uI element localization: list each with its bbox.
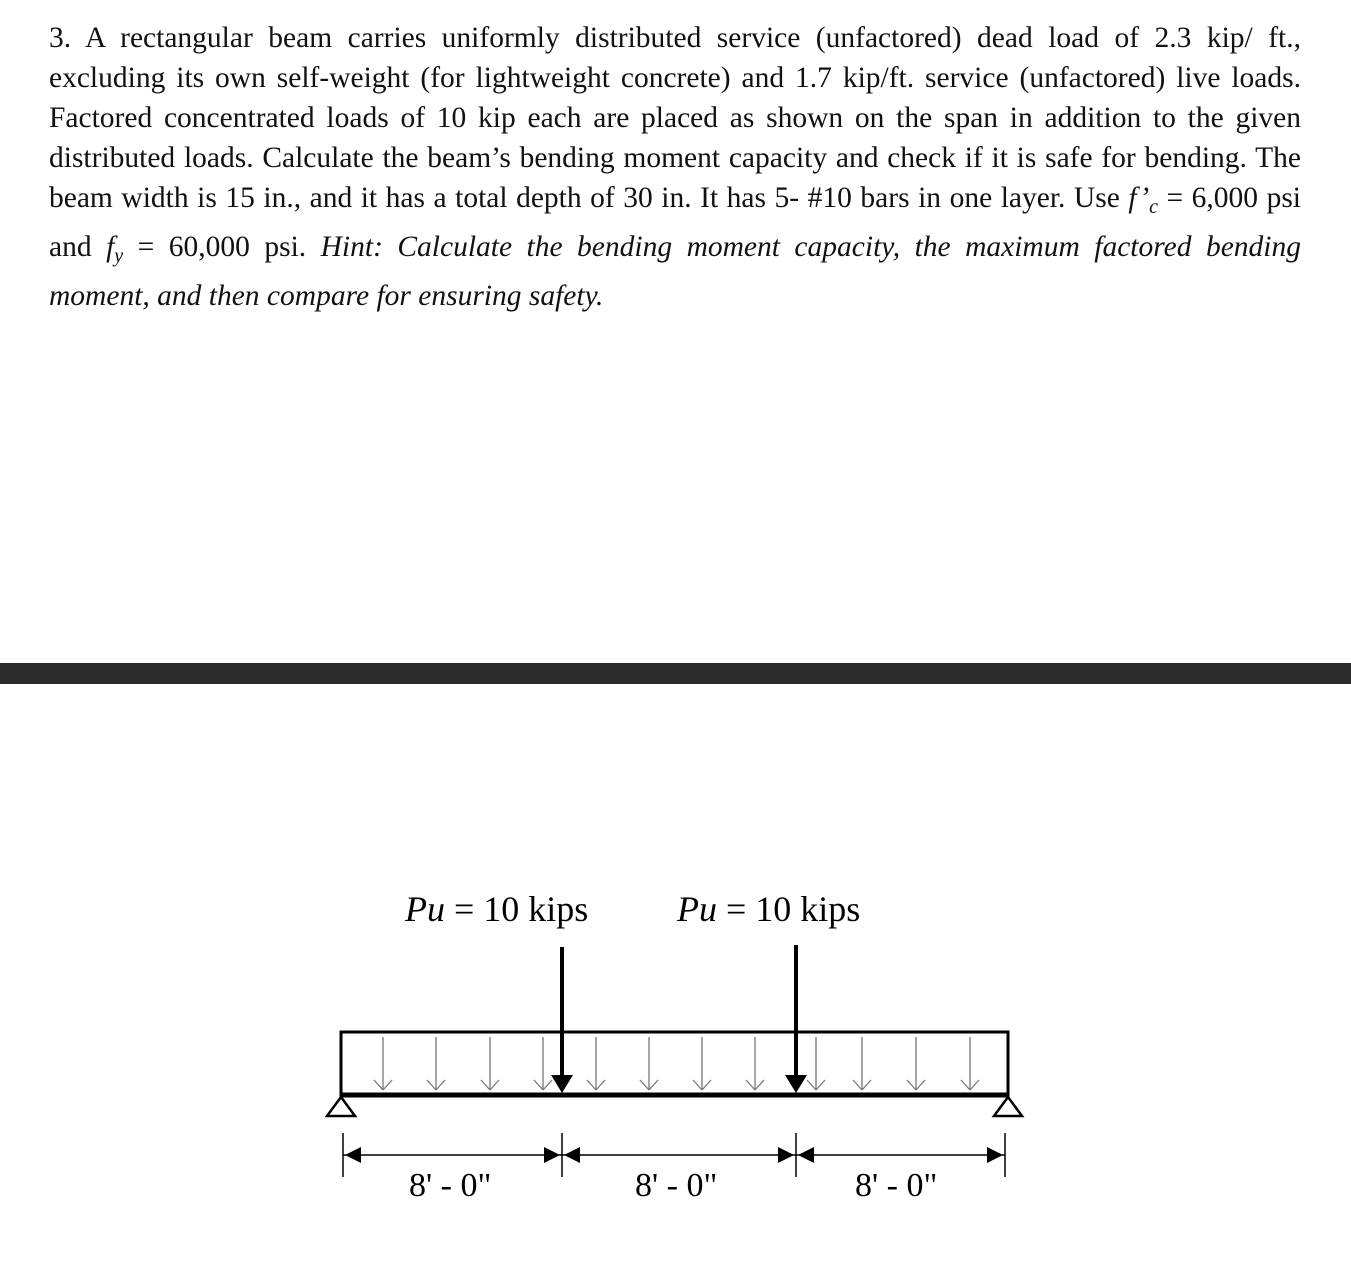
fy-subscript: y bbox=[114, 245, 124, 267]
point-load-arrow-2 bbox=[785, 945, 807, 1093]
problem-statement bbox=[49, 18, 1301, 316]
point-load-arrow-1 bbox=[551, 947, 573, 1093]
load-label-2: Pu = 10 kips bbox=[677, 889, 861, 929]
distributed-load-box bbox=[341, 1032, 1008, 1095]
problem-text bbox=[49, 18, 1301, 316]
left-pin-support bbox=[327, 1097, 355, 1116]
fc-subscript: c bbox=[1149, 196, 1158, 218]
hint-text: Hint: Calculate the bending moment capacity, the maximum factored bending moment, and then compare for ensuring safety. bbox=[49, 231, 1301, 312]
distributed-load-arrows bbox=[374, 1037, 979, 1090]
fc-symbol: f’ bbox=[1128, 182, 1150, 214]
span-label-3: 8' - 0" bbox=[855, 1167, 938, 1204]
fy-value: = 60,000 psi. bbox=[123, 231, 321, 263]
fc-value: = 6,000 psi and bbox=[49, 182, 1301, 263]
problem-intro: 3. A rectangular beam carries uniformly distributed service (unfactored) dead load of 2.3 kip/ ft., excluding its own self-weight (for lightweight concrete) and 1.7 kip/ft. service (unfactored) live loads. Factored concentrated loads of 10 kip each are placed as shown on the span in addition to the given distributed loads. Calculate the beam’s bending moment capacity and check if it is safe for bending. The beam width is 15 in., and it has a total depth of 30 in. It has 5- #10 bars in one layer. Use bbox=[49, 22, 1301, 214]
load-label-1: Pu = 10 kips bbox=[405, 889, 589, 929]
span-label-1: 8' - 0" bbox=[409, 1167, 492, 1204]
beam-diagram bbox=[0, 840, 1351, 1220]
dark-divider-bar bbox=[0, 663, 1351, 684]
span-label-2: 8' - 0" bbox=[635, 1167, 718, 1204]
fy-symbol: f bbox=[106, 231, 115, 263]
right-pin-support bbox=[994, 1097, 1022, 1116]
